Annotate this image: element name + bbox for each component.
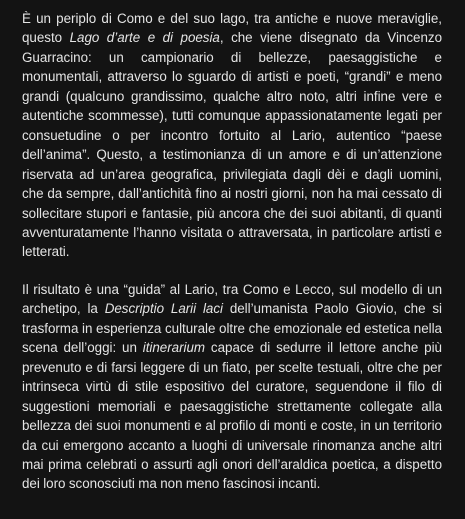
text-segment: Il risultato è una “guida” al Lario, tra Como e Lecco, sul modello di un archetipo, la xyxy=(22,281,442,317)
paragraph-2 xyxy=(22,280,442,494)
italic-term-itinerarium: itinerarium xyxy=(142,340,206,356)
text-segment: , che viene disegnato da Vincenzo Guarracino: un campionario di bellezze, paesaggistiche e monumentali, attraverso lo sguardo di artisti e poeti, “grandi” e meno grandi (qualcuno grandissimo, qualche altro noto, altri infine vere e autentiche scommesse), tutti comunque appassionatamente legati per consuetudine o per incontro fortuito al Lario, autentico “paese dell’anima”. Questo, a testimonianza di un amore e di un’attenzione riservata ad un’area geografica, privilegiata dagli dèi e dagli uomini, che da sempre, dall’antichità fino ai nostri giorni, non ha mai cessato di sollecitare stupori e fantasie, più ancora che dei suoi abitanti, di quanti avventuratamente l’hanno visitata o attraversata, in particolare artisti e letterati. xyxy=(22,30,442,260)
text-segment: dell’umanista Paolo Giovio, che si trasforma in esperienza culturale oltre che emozionale ed estetica nella scena dell’oggi: un xyxy=(22,301,442,356)
italic-title-descriptio: Descriptio Larii laci xyxy=(104,301,223,317)
text-segment: capace di sedurre il lettore anche più prevenuto e di farsi leggere di un fiato, per scelte testuali, oltre che per intrinseca virtù di stile espositivo del curatore, seguendone il filo di suggestioni memoriali e paesaggistiche strettamente collegate alla bellezza dei suoi monumenti e al profilo di monti e coste, in un territorio da cui emergono accanto a luoghi di universale rinomanza anche altri mai prima celebrati o assurti agli onori dell’araldica poetica, a dispetto dei loro sconosciuti ma non meno fascinosi incanti. xyxy=(22,340,442,492)
italic-title-lago: Lago d’arte e di poesia xyxy=(69,30,220,46)
text-segment: È un periplo di Como e del suo lago, tra antiche e nuove meraviglie, questo xyxy=(22,11,442,46)
paragraph-1 xyxy=(22,9,442,262)
